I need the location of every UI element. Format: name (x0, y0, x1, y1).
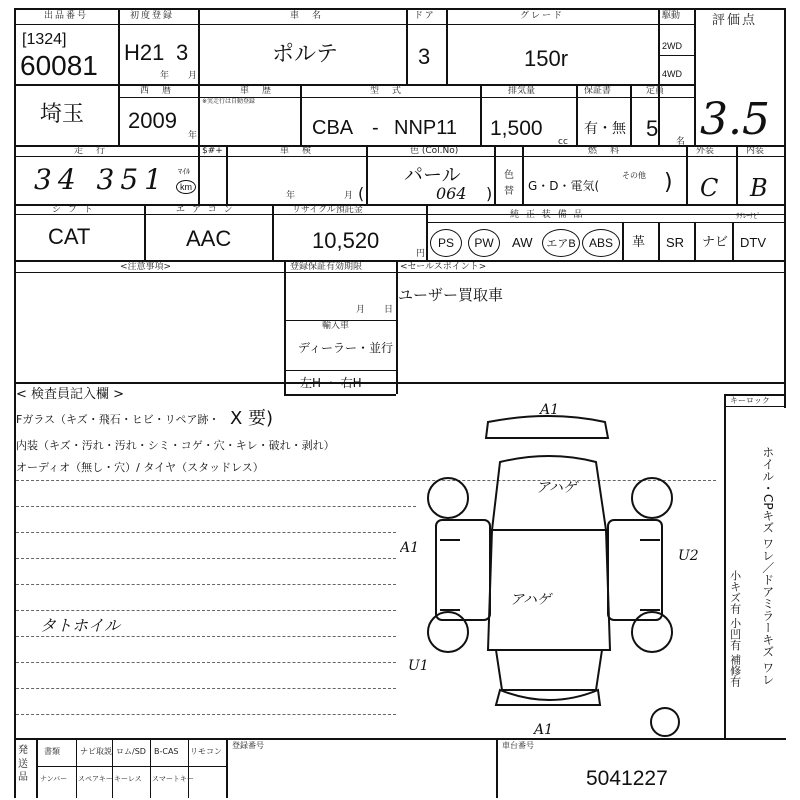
region-name: 埼玉 (40, 102, 85, 127)
valid-day-unit: 日 (384, 305, 394, 315)
sat-tv-label: ｻﾃﾚｰﾅﾋﾞ (736, 212, 761, 220)
aircon-value: AAC (186, 226, 232, 251)
equipment-aw: AW (512, 235, 533, 250)
exterior-label: 外装 (696, 146, 715, 156)
option-1: ナビ取説 (80, 747, 112, 756)
doors-label: ドア (414, 11, 436, 21)
color-value: パール (404, 164, 461, 186)
documents-label: 書類 (44, 747, 60, 756)
first-reg-month: 3 (176, 40, 189, 65)
note-line (16, 532, 396, 533)
delivery-label: 発 送 品 (18, 745, 28, 783)
option-2: ロム/SD (116, 747, 146, 756)
color-paren-open: ( (358, 184, 365, 203)
region-code: [1324] (22, 31, 67, 48)
mark-a1-top: A1 (540, 402, 560, 418)
sales-point-label: <セールスポイント> (400, 262, 487, 272)
option-3: B-CAS (154, 747, 179, 756)
note-line (16, 584, 396, 585)
audio-note: オーディオ（無し・穴）/ タイヤ（スタッドレス） (16, 461, 264, 474)
option-5: ナンバー (40, 775, 68, 783)
option-7: キーレス (114, 775, 142, 783)
color-paren-close: ) (486, 184, 493, 203)
glass-note: Fガラス（キズ・飛石・ヒビ・リペア跡・ (16, 413, 220, 426)
glass-mark: X 要) (230, 408, 274, 429)
model-code: NNP11 (394, 117, 457, 139)
door-count: 3 (418, 44, 431, 69)
option-8: スマートキー (152, 775, 194, 783)
first-reg-label: 初度登録 (130, 11, 175, 21)
model-dash: - (372, 117, 379, 139)
color-number: 064 (436, 184, 467, 203)
history-sub-label: ※実走行は自動登録 (202, 98, 256, 105)
interior-note: 内装（キズ・汚れ・汚れ・シミ・コゲ・穴・キレ・破れ・剥れ） (16, 439, 335, 452)
equipment-ps: PS (430, 229, 462, 257)
note-line (16, 506, 416, 507)
displacement-value: 1,500 (490, 117, 543, 140)
valid-month-unit: 月 (356, 305, 366, 315)
equipment-dtv: DTV (740, 235, 766, 250)
recycle-value: 10,520 (312, 228, 380, 253)
recycle-label: リサイクル預託金 (292, 205, 363, 215)
note-line (16, 714, 396, 715)
mark-ahage-center: アハゲ (510, 592, 551, 608)
notes-label: <注意事項> (120, 262, 172, 272)
mileage-value: 34 351 (34, 163, 168, 196)
yen-unit: 円 (416, 249, 426, 259)
fuel-close: ) (664, 170, 673, 195)
import-dealer: ディーラー・並行 (298, 341, 394, 355)
model-label: 型 式 (370, 86, 404, 96)
fuel-value: G・D・電気( (528, 179, 600, 193)
lot-no-label: 出品番号 (44, 11, 89, 21)
car-name-label: 車 名 (290, 11, 324, 21)
history-label: 車 歴 (240, 86, 274, 96)
mark-a1-bottom: A1 (534, 722, 554, 738)
sales-point-text: ユーザー買取車 (398, 286, 504, 304)
import-label: 輸入車 (322, 321, 350, 331)
month-unit: 月 (188, 71, 198, 81)
cc-unit: cc (558, 137, 568, 147)
import-side: 左H ・ 右H (300, 376, 362, 390)
model-year: 2009 (128, 108, 177, 133)
equipment-navi: ナビ (702, 235, 729, 250)
persons-unit: 名 (676, 137, 686, 147)
interior-label: 内装 (746, 146, 765, 156)
color-change-label: 色 替 (504, 170, 514, 197)
fuel-other-label: その他 (622, 171, 646, 180)
capacity-value: 5 (646, 116, 659, 141)
year-unit-2: 年 (188, 131, 198, 141)
key-lock-label: キーロック (730, 396, 770, 405)
equipment-label: 純 正 装 備 品 (510, 210, 585, 220)
note-line (16, 688, 396, 689)
fuel-label: 燃 料 (588, 146, 622, 156)
equipment-sr: SR (666, 235, 685, 250)
inspector-label: < 検査員記入欄 > (16, 387, 125, 402)
insp-month-unit: 月 (344, 191, 354, 201)
capacity-label: 定員 (646, 86, 665, 96)
tax-label: $#+ (202, 146, 223, 156)
car-name: ポルテ (272, 42, 339, 67)
warranty-label: 保証書 (584, 86, 612, 96)
drive-4wd: 4WD (662, 69, 682, 79)
serial-number: 5041227 (586, 767, 668, 790)
auction-score: 3.5 (700, 94, 770, 145)
year-unit: 年 (160, 71, 170, 81)
note-line (16, 558, 396, 559)
drive-label: 駆動 (662, 11, 681, 21)
car-damage-diagram (400, 400, 700, 738)
model-prefix: CBA (312, 117, 354, 139)
equipment-leather: 革 (632, 235, 646, 250)
mark-u2-right: U2 (678, 548, 699, 564)
shift-value: CAT (48, 224, 91, 249)
reg-no-label: 登録番号 (232, 741, 264, 750)
mark-u1-left: U1 (408, 658, 429, 674)
note-line (16, 610, 396, 611)
aircon-label: エ ア コ ン (176, 205, 235, 215)
note-line (16, 662, 396, 663)
km-unit: km (176, 180, 196, 194)
equipment-airbag: エアB (542, 229, 580, 257)
mark-a1-left: A1 (400, 540, 420, 556)
serial-label: 車台番号 (502, 741, 534, 750)
grade-value: 150r (524, 46, 569, 71)
insp-year-unit: 年 (286, 191, 296, 201)
note-line (16, 636, 396, 637)
mark-ahage-top: アハゲ (536, 480, 577, 496)
equipment-abs: ABS (582, 229, 620, 257)
side-note-main: ホイル・CPキズ ワレ／ドアミラーキズ ワレ (760, 446, 775, 686)
shift-label: シ フ ト (52, 205, 95, 215)
warranty-value: 有・無 (584, 121, 626, 137)
option-6: スペアキー (78, 775, 113, 783)
handwritten-note: タトホイル (40, 616, 121, 635)
grade-label: グレード (520, 11, 565, 21)
seireki-label: 西 暦 (140, 86, 174, 96)
lot-number: 60081 (20, 50, 98, 81)
valid-until-label: 登録保証有効期限 (290, 262, 363, 272)
drive-2wd: 2WD (662, 41, 682, 51)
equipment-pw: PW (468, 229, 500, 257)
mileage-label: 走 行 (74, 146, 108, 156)
exterior-grade: C (700, 174, 719, 202)
color-label: 色 (Col.No) (410, 146, 459, 156)
side-note-detail: 小キズ有 小凹有 補修有 (728, 570, 742, 687)
mile-unit: ﾏｲﾙ (178, 167, 190, 176)
score-label: 評価点 (712, 13, 758, 28)
option-4: リモコン (190, 747, 222, 756)
inspection-label: 車 検 (280, 146, 314, 156)
displacement-label: 排気量 (508, 86, 536, 96)
interior-grade: B (750, 174, 768, 202)
first-reg-era: H21 (124, 40, 165, 65)
